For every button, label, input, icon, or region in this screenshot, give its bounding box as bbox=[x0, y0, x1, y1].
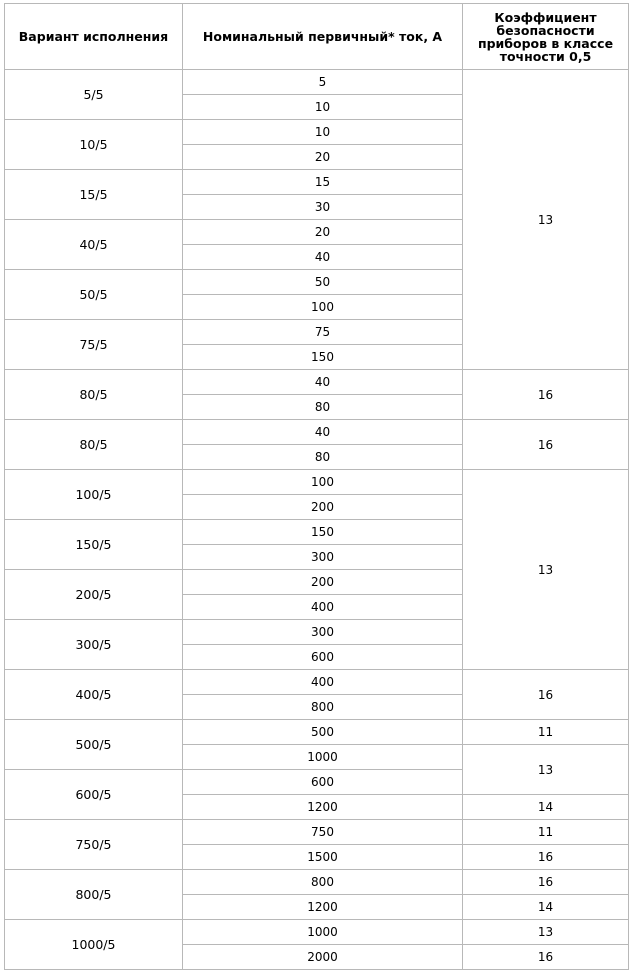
current-cell: 20 bbox=[183, 220, 463, 245]
table-row bbox=[5, 470, 629, 495]
table-row bbox=[5, 920, 629, 945]
header-coefficient: Коэффициент безопасности приборов в классе точности 0,5 bbox=[463, 4, 629, 70]
current-cell: 40 bbox=[183, 420, 463, 445]
current-cell: 150 bbox=[183, 520, 463, 545]
variant-cell: 800/5 bbox=[5, 870, 183, 920]
header-current: Номинальный первичный* ток, А bbox=[183, 4, 463, 70]
current-cell: 5 bbox=[183, 70, 463, 95]
coefficient-cell: 16 bbox=[463, 845, 629, 870]
table-row bbox=[5, 720, 629, 745]
current-cell: 15 bbox=[183, 170, 463, 195]
table-row bbox=[5, 420, 629, 445]
coefficient-cell: 16 bbox=[463, 420, 629, 470]
current-cell: 1000 bbox=[183, 920, 463, 945]
current-cell: 500 bbox=[183, 720, 463, 745]
current-cell: 600 bbox=[183, 645, 463, 670]
current-cell: 1200 bbox=[183, 895, 463, 920]
variant-cell: 400/5 bbox=[5, 670, 183, 720]
variant-cell: 750/5 bbox=[5, 820, 183, 870]
variant-cell: 80/5 bbox=[5, 370, 183, 420]
current-cell: 80 bbox=[183, 445, 463, 470]
variant-cell: 5/5 bbox=[5, 70, 183, 120]
current-cell: 1200 bbox=[183, 795, 463, 820]
current-cell: 200 bbox=[183, 495, 463, 520]
variant-cell: 300/5 bbox=[5, 620, 183, 670]
current-cell: 40 bbox=[183, 245, 463, 270]
table-row bbox=[5, 370, 629, 395]
current-cell: 50 bbox=[183, 270, 463, 295]
current-cell: 300 bbox=[183, 545, 463, 570]
coefficient-cell: 13 bbox=[463, 745, 629, 795]
current-cell: 300 bbox=[183, 620, 463, 645]
current-cell: 1000 bbox=[183, 745, 463, 770]
current-cell: 40 bbox=[183, 370, 463, 395]
current-cell: 75 bbox=[183, 320, 463, 345]
current-cell: 2000 bbox=[183, 945, 463, 970]
table-body bbox=[5, 70, 629, 970]
coefficient-cell: 11 bbox=[463, 820, 629, 845]
coefficient-cell: 16 bbox=[463, 370, 629, 420]
variant-cell: 1000/5 bbox=[5, 920, 183, 970]
variant-cell: 80/5 bbox=[5, 420, 183, 470]
current-cell: 10 bbox=[183, 120, 463, 145]
current-cell: 600 bbox=[183, 770, 463, 795]
table-row bbox=[5, 70, 629, 95]
variant-cell: 10/5 bbox=[5, 120, 183, 170]
header-row bbox=[5, 4, 629, 70]
spec-table bbox=[4, 3, 629, 970]
current-cell: 800 bbox=[183, 695, 463, 720]
current-cell: 150 bbox=[183, 345, 463, 370]
current-cell: 10 bbox=[183, 95, 463, 120]
variant-cell: 100/5 bbox=[5, 470, 183, 520]
coefficient-cell: 16 bbox=[463, 670, 629, 720]
current-cell: 400 bbox=[183, 595, 463, 620]
table-row bbox=[5, 670, 629, 695]
current-cell: 1500 bbox=[183, 845, 463, 870]
current-cell: 800 bbox=[183, 870, 463, 895]
variant-cell: 50/5 bbox=[5, 270, 183, 320]
table-row bbox=[5, 870, 629, 895]
current-cell: 750 bbox=[183, 820, 463, 845]
coefficient-cell: 13 bbox=[463, 70, 629, 370]
coefficient-cell: 13 bbox=[463, 920, 629, 945]
current-cell: 200 bbox=[183, 570, 463, 595]
variant-cell: 500/5 bbox=[5, 720, 183, 770]
variant-cell: 200/5 bbox=[5, 570, 183, 620]
coefficient-cell: 13 bbox=[463, 470, 629, 670]
coefficient-cell: 14 bbox=[463, 895, 629, 920]
variant-cell: 40/5 bbox=[5, 220, 183, 270]
current-cell: 30 bbox=[183, 195, 463, 220]
variant-cell: 75/5 bbox=[5, 320, 183, 370]
current-cell: 80 bbox=[183, 395, 463, 420]
variant-cell: 15/5 bbox=[5, 170, 183, 220]
variant-cell: 150/5 bbox=[5, 520, 183, 570]
variant-cell: 600/5 bbox=[5, 770, 183, 820]
table-row bbox=[5, 820, 629, 845]
coefficient-cell: 14 bbox=[463, 795, 629, 820]
current-cell: 100 bbox=[183, 295, 463, 320]
coefficient-cell: 11 bbox=[463, 720, 629, 745]
current-cell: 400 bbox=[183, 670, 463, 695]
table-header bbox=[5, 4, 629, 70]
current-cell: 20 bbox=[183, 145, 463, 170]
current-cell: 100 bbox=[183, 470, 463, 495]
coefficient-cell: 16 bbox=[463, 870, 629, 895]
header-variant: Вариант исполнения bbox=[5, 4, 183, 70]
coefficient-cell: 16 bbox=[463, 945, 629, 970]
